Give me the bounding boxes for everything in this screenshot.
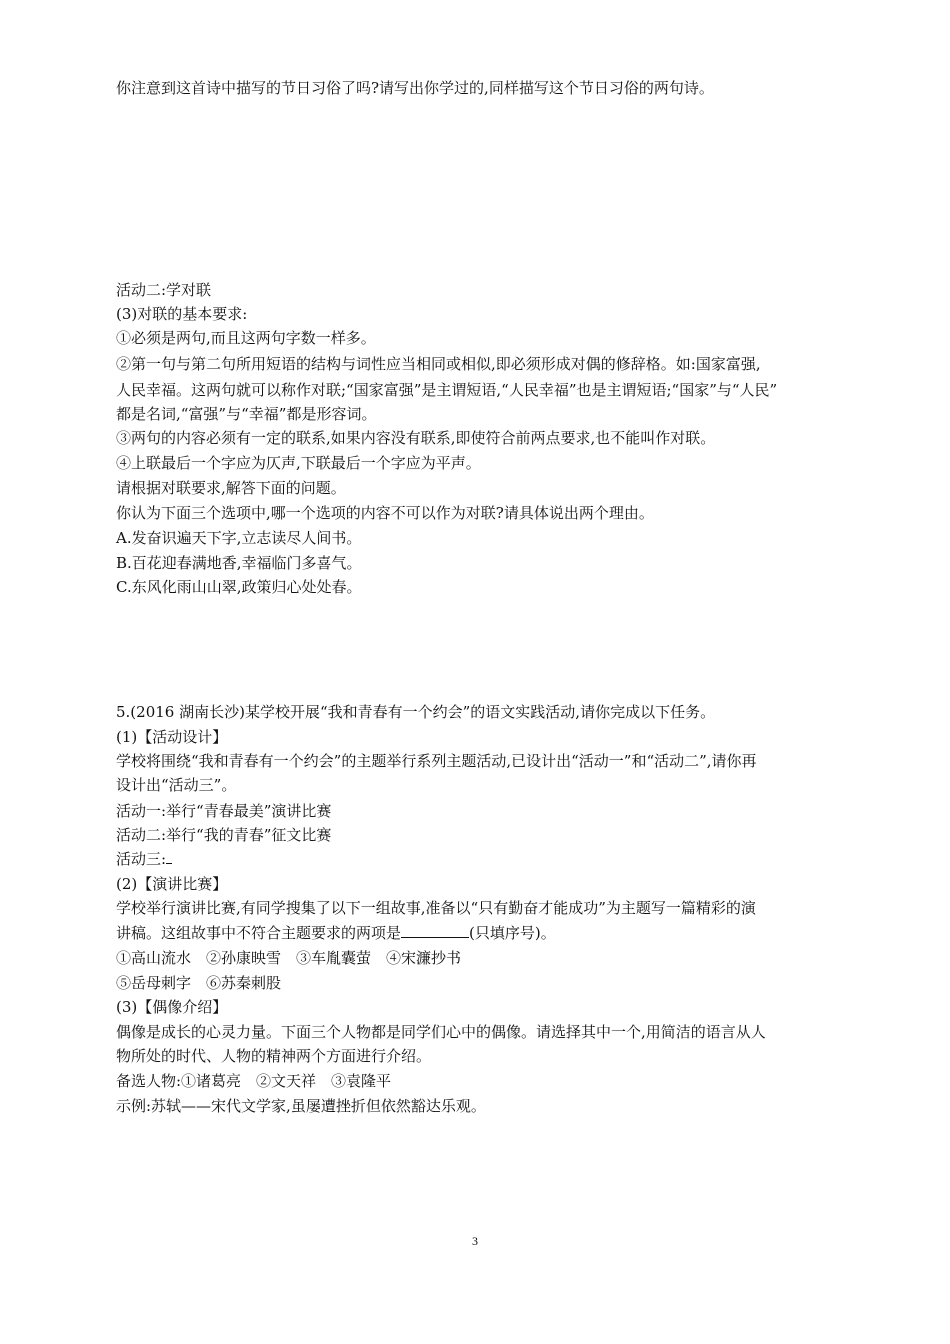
requirement-4: ④上联最后一个字应为仄声,下联最后一个字应为平声。: [116, 454, 481, 472]
stories-line-1: ①高山流水 ②孙康映雪 ③车胤囊萤 ④宋濂抄书: [116, 949, 462, 967]
requirement-3: ③两句的内容必须有一定的联系,如果内容没有联系,即使符合前两点要求,也不能叫作对联。: [116, 429, 716, 447]
requirement-1: ①必须是两句,而且这两句字数一样多。: [116, 329, 376, 347]
answer-blank[interactable]: [401, 923, 469, 938]
option-a: A.发奋识遍天下字,立志读尽人间书。: [116, 529, 362, 547]
question-5-intro: 5.(2016 湖南长沙)某学校开展“我和青春有一个约会”的语文实践活动,请你完成以下任务。: [116, 703, 716, 721]
option-b: B.百花迎春满地香,幸福临门多喜气。: [116, 554, 362, 572]
requirement-2-line-2: 人民幸福。这两句就可以称作对联;“国家富强”是主谓短语,“人民幸福”也是主谓短语;“国家”与“人民”: [116, 381, 778, 399]
part-1-line-2: 设计出“活动三”。: [116, 776, 237, 794]
activity-three-label: 活动三:: [116, 850, 167, 868]
part-3-line-1: 偶像是成长的心灵力量。下面三个人物都是同学们心中的偶像。请选择其中一个,用简洁的语言从人: [116, 1023, 766, 1041]
stories-line-2: ⑤岳母刺字 ⑥苏秦刺股: [116, 974, 282, 992]
activity-two: 活动二:举行“我的青春”征文比赛: [116, 826, 332, 844]
activity-one: 活动一:举行“青春最美”演讲比赛: [116, 802, 332, 820]
option-c: C.东风化雨山山翠,政策归心处处春。: [116, 578, 362, 596]
instruction: 请根据对联要求,解答下面的问题。: [116, 479, 346, 497]
requirements-heading: (3)对联的基本要求:: [116, 305, 248, 323]
candidates: 备选人物:①诸葛亮 ②文天祥 ③袁隆平: [116, 1072, 392, 1090]
part-2-line-1: 学校举行演讲比赛,有同学搜集了以下一组故事,准备以“只有勤奋才能成功”为主题写一篇精彩的演: [116, 899, 756, 917]
couplet-question: 你认为下面三个选项中,哪一个选项的内容不可以作为对联?请具体说出两个理由。: [116, 504, 654, 522]
activity-three-blank[interactable]: [166, 849, 172, 864]
part-2-line-2-text: 讲稿。这组故事中不符合主题要求的两项是: [116, 924, 402, 942]
part-1-line-1: 学校将围绕“我和青春有一个约会”的主题举行系列主题活动,已设计出“活动一”和“活动二”,请你再: [116, 752, 757, 770]
part-2-line-2: [116, 923, 556, 943]
page-number: 3: [472, 1234, 478, 1248]
example: 示例:苏轼——宋代文学家,虽屡遭挫折但依然豁达乐观。: [116, 1097, 486, 1115]
part-1-title: (1)【活动设计】: [116, 728, 228, 746]
part-2-line-2-suffix: (只填序号)。: [469, 924, 556, 942]
part-3-line-2: 物所处的时代、人物的精神两个方面进行介绍。: [116, 1047, 432, 1065]
requirement-2-line-1: ②第一句与第二句所用短语的结构与词性应当相同或相似,即必须形成对偶的修辞格。如:国家富强,: [116, 355, 761, 373]
activity-three: [116, 849, 172, 869]
part-2-title: (2)【演讲比赛】: [116, 875, 228, 893]
festival-question: 你注意到这首诗中描写的节日习俗了吗?请写出你学过的,同样描写这个节日习俗的两句诗。: [116, 79, 714, 97]
activity2-title: 活动二:学对联: [116, 281, 212, 299]
part-3-title: (3)【偶像介绍】: [116, 998, 228, 1016]
requirement-2-line-3: 都是名词,“富强”与“幸福”都是形容词。: [116, 405, 377, 423]
